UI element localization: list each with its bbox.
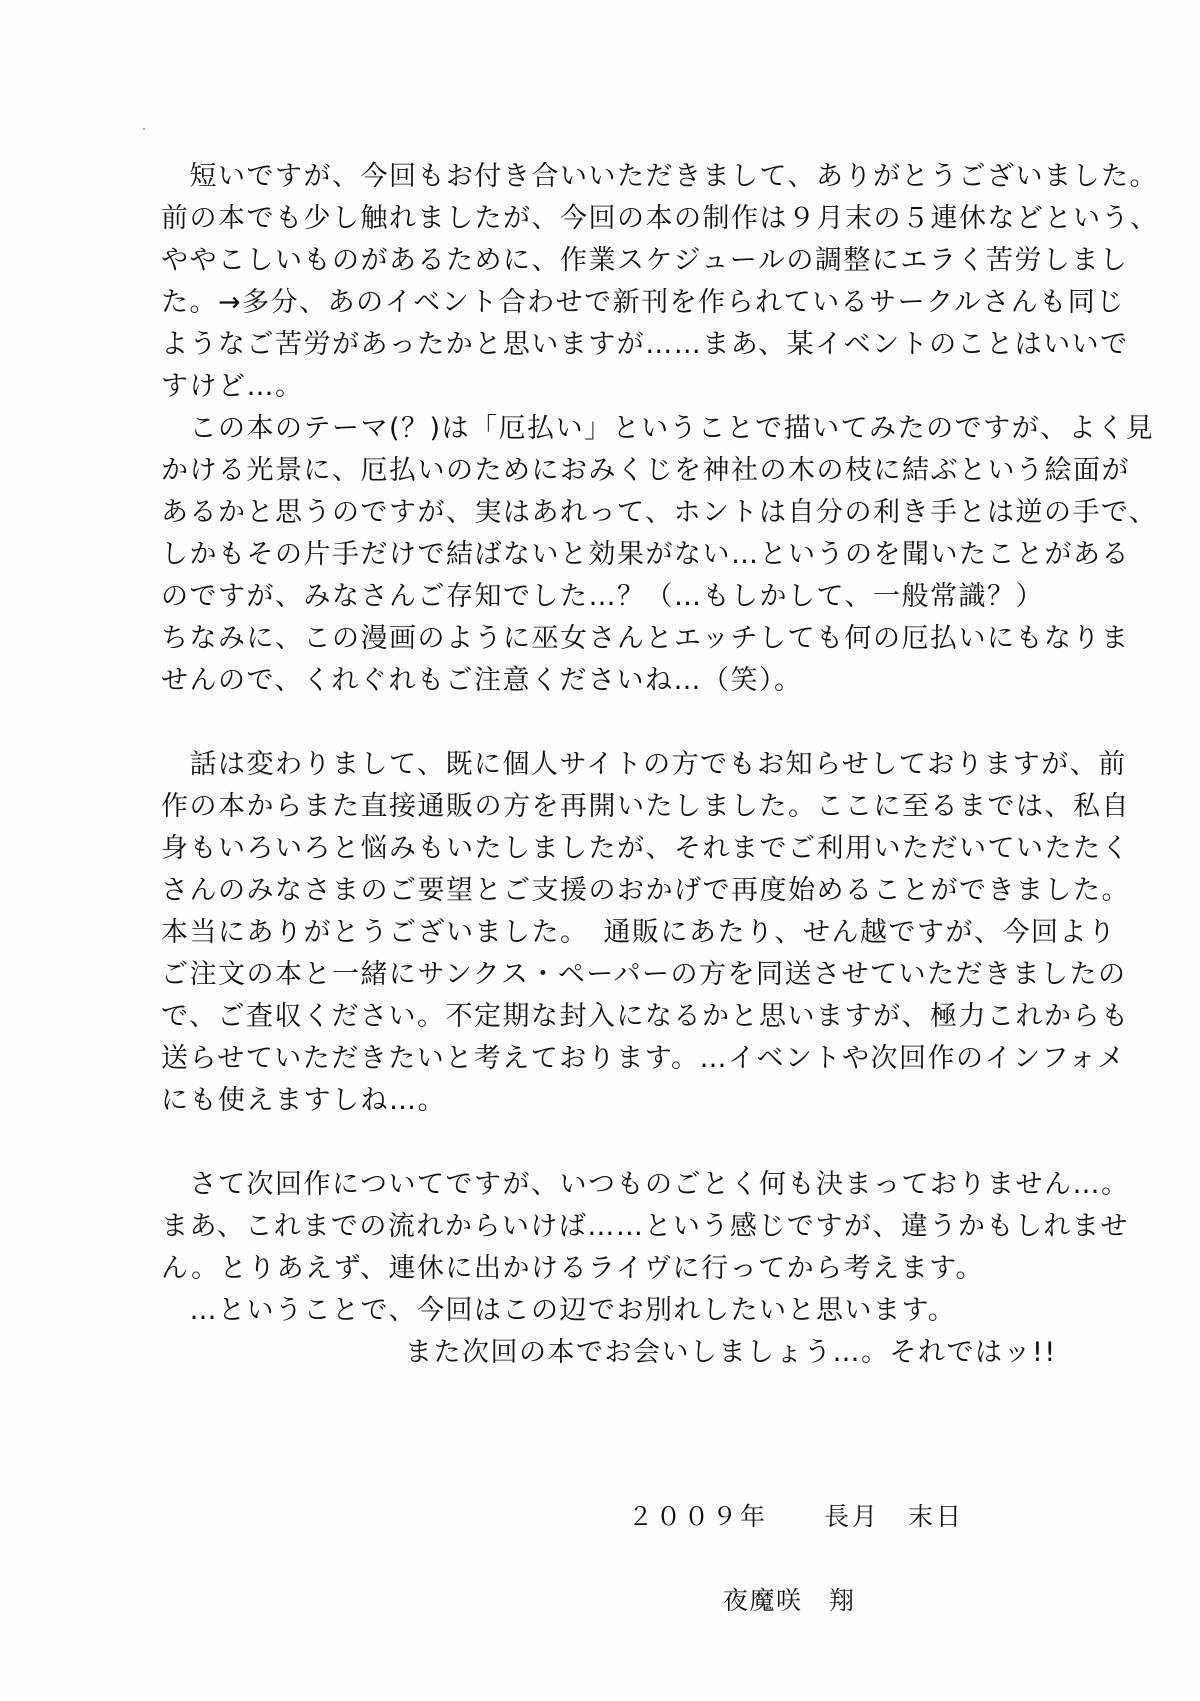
text-line: のですが、みなさんご存知でした…？（…もしかして、一般常識？） (161, 581, 1044, 612)
text-line: さんのみなさまのご要望とご支援のおかげで再度始めることができました。 (161, 875, 1130, 906)
text-line: この本のテーマ(？)は「厄払い」ということで描いてみたのですが、よく見 (161, 413, 1155, 444)
text-line: ややこしいものがあるために、作業スケジュールの調整にエラく苦労しまし (161, 245, 1129, 276)
text-line: た。→多分、あのイベント合わせで新刊を作られているサークルさんも同じ (161, 287, 1125, 318)
text-line: 身もいろいろと悩みもいたしましたが、それまでご利用いただいていたたく (161, 833, 1130, 864)
text-line: 前の本でも少し触れましたが、今回の本の制作は９月末の５連休などという、 (161, 203, 1159, 234)
text-line: 作の本からまた直接通販の方を再開いたしました。ここに至るまでは、私自 (161, 791, 1130, 822)
text-line: ご注文の本と一緒にサンクス・ペーパーの方を同送させていただきましたの (161, 959, 1127, 990)
text-line: …ということで、今回はこの辺でお別れしたいと思います。 (161, 1295, 957, 1326)
text-line: すけど…。 (161, 371, 304, 402)
text-line: ようなご苦労があったかと思いますが……まあ、某イベントのことはいいで (161, 329, 1129, 360)
text-line: さて次回作についてですが、いつものごとく何も決まっておりません…。 (161, 1169, 1130, 1200)
text-line: 送らせていただきたいと考えております。…イベントや次回作のインフォメ (161, 1043, 1126, 1074)
scan-speck (143, 128, 145, 130)
text-line: まあ、これまでの流れからいけば……という感じですが、違うかもしれませ (161, 1211, 1129, 1242)
text-line: で、ご査収ください。不定期な封入になるかと思いますが、極力これからも (161, 1001, 1130, 1032)
text-line: かける光景に、厄払いのためにおみくじを神社の木の枝に結ぶという絵面が (161, 455, 1130, 486)
text-line: しかもその片手だけで結ばないと効果がない…というのを聞いたことがある (161, 539, 1130, 570)
text-line: 話は変わりまして、既に個人サイトの方でもお知らせしておりますが、前 (161, 749, 1127, 780)
text-line: あるかと思うのですが、実はあれって、ホントは自分の利き手とは逆の手で、 (161, 497, 1158, 528)
date: ２００９年 長月 末日 (628, 1502, 965, 1531)
text-line: 本当にありがとうございました。 通販にあたり、せん越ですが、今回より (161, 917, 1117, 948)
text-line: せんので、くれぐれもご注意くださいね…（笑）。 (161, 665, 803, 696)
text-line: ちなみに、この漫画のように巫女さんとエッチしても何の厄払いにもなりま (161, 623, 1130, 654)
closing-line: また次回の本でお会いしましょう…。それではッ!! (405, 1337, 1057, 1368)
text-line: ん。とりあえず、連休に出かけるライヴに行ってから考えます。 (161, 1253, 984, 1284)
author-signature: 夜魔咲 翔 (723, 1586, 856, 1615)
text-line: 短いですが、今回もお付き合いいただきまして、ありがとうございました。 (161, 161, 1158, 192)
text-line: にも使えますしね…。 (161, 1085, 446, 1116)
